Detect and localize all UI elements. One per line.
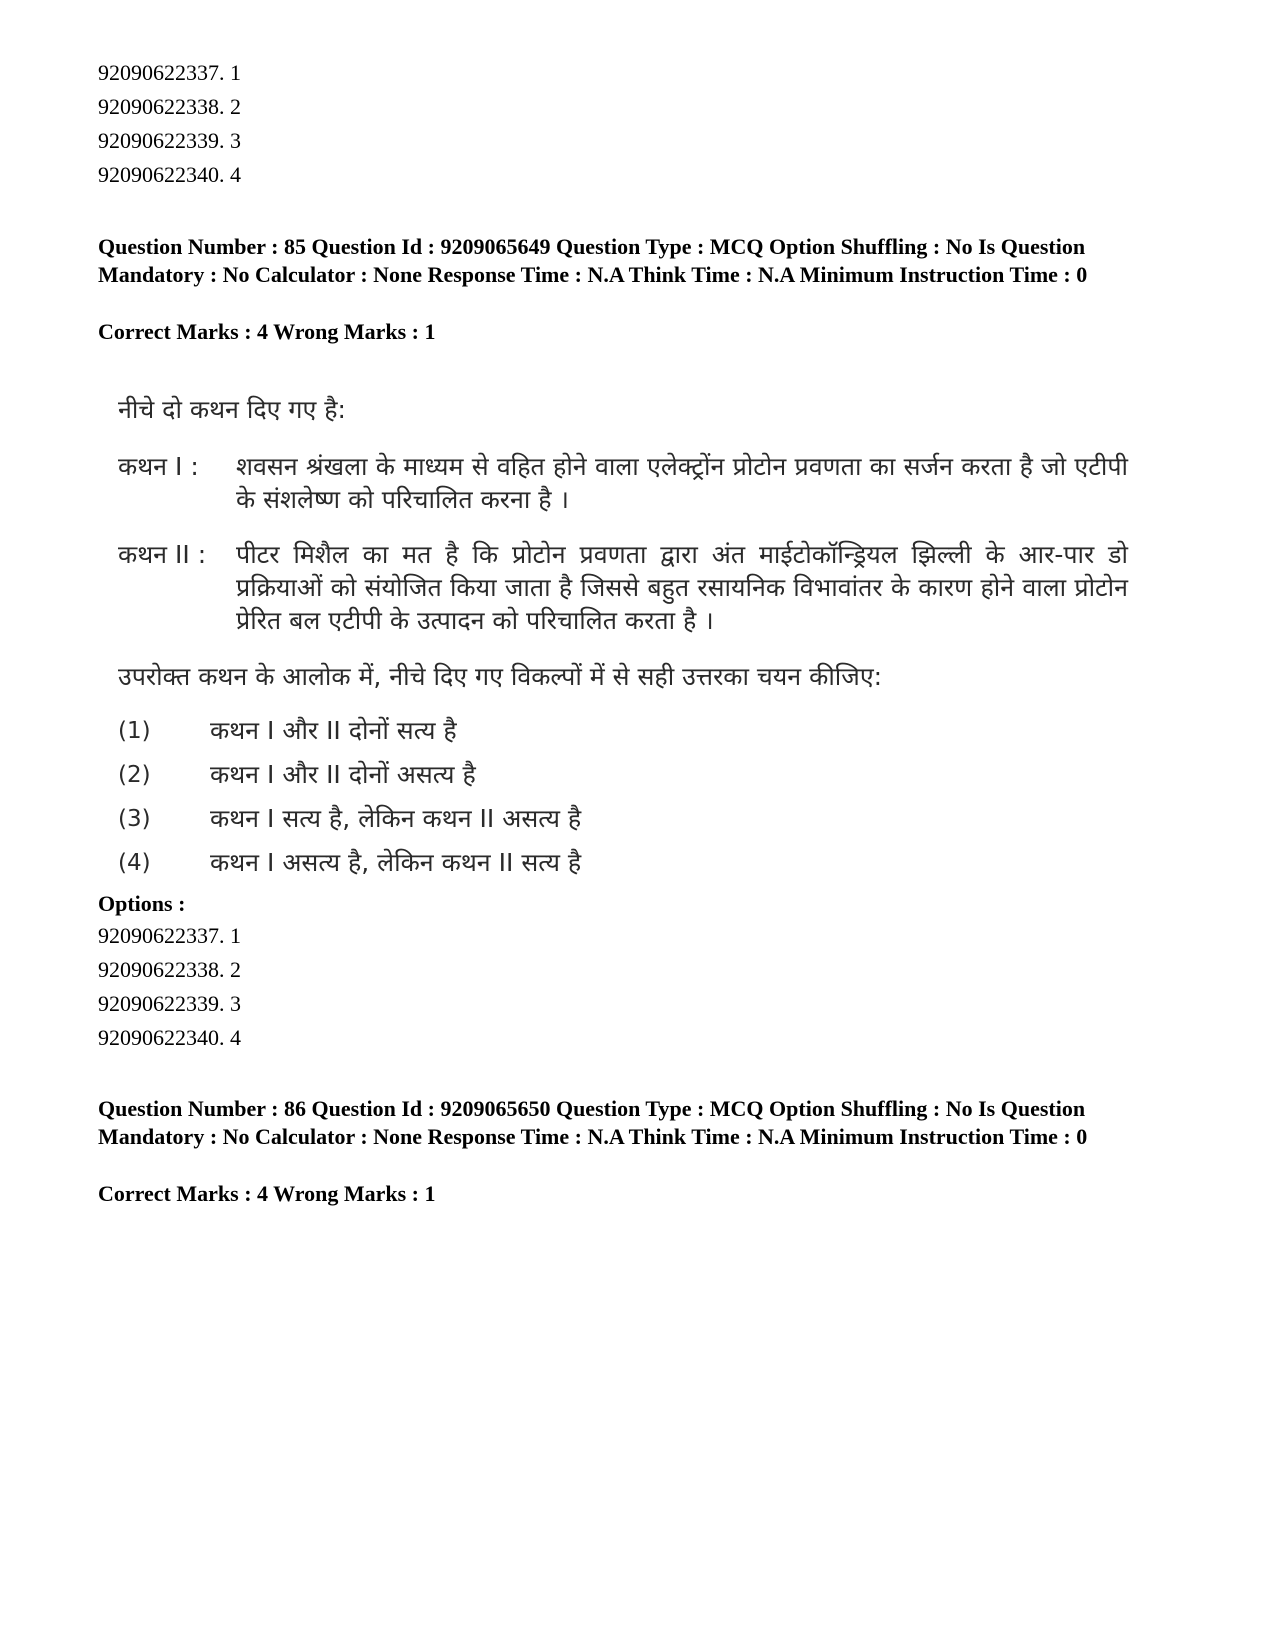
statement-2-text: पीटर मिशैल का मत है कि प्रोटोन प्रवणता द्वारा अंत माईटोकॉन्ड्रियल झिल्ली के आर-पार डो प्रक्रियाओं को संयोजित किया जाता है जिससे बहुत रसायनिक विभावांतर के कारण होने वाला प्रोटोन प्रेरित बल एटीपी के उत्पादन को परिचालित करता है । bbox=[236, 540, 1128, 635]
statement-2-label: कथन II : bbox=[118, 540, 207, 569]
choice-number: (2) bbox=[118, 762, 151, 788]
question-86-marks: Correct Marks : 4 Wrong Marks : 1 bbox=[98, 1181, 436, 1206]
option-item: 92090622338. 2 bbox=[98, 94, 241, 119]
choice-text: कथन I और II दोनों असत्य है bbox=[210, 760, 476, 789]
options-heading: Options : bbox=[98, 891, 186, 916]
statement-1-text: शवसन श्रंखला के माध्यम से वहित होने वाला एलेक्ट्रोंन प्रोटोन प्रवणता का सर्जन करता है जो एटीपी के संशलेष्ण को परिचालित करना है । bbox=[236, 452, 1128, 514]
choice-number: (1) bbox=[118, 718, 151, 744]
statement-1-label: कथन I : bbox=[118, 452, 199, 481]
option-item: 92090622339. 3 bbox=[98, 991, 241, 1016]
option-item: 92090622337. 1 bbox=[98, 60, 241, 85]
choice-item bbox=[118, 753, 1128, 797]
question-prompt: उपरोक्त कथन के आलोक में, नीचे दिए गए विकल्पों में से सही उत्तरका चयन कीजिए: bbox=[118, 662, 883, 691]
question-intro: नीचे दो कथन दिए गए है: bbox=[118, 395, 346, 424]
choice-number: (3) bbox=[118, 806, 151, 832]
option-item: 92090622339. 3 bbox=[98, 128, 241, 153]
choice-item bbox=[118, 841, 1128, 885]
question-meta-text: Question Number : 86 Question Id : 9209065650 Question Type : MCQ Option Shuffling : No Is Question Mandatory : No Calculator : None Response Time : N.A Think Time : N.A Minimum Instruction Time : 0 bbox=[98, 1096, 1088, 1149]
statement-2 bbox=[118, 538, 1128, 637]
question-meta-text: Question Number : 85 Question Id : 9209065649 Question Type : MCQ Option Shuffling : No Is Question Mandatory : No Calculator : None Response Time : N.A Think Time : N.A Minimum Instruction Time : 0 bbox=[98, 234, 1088, 287]
question-86-meta bbox=[98, 1095, 1178, 1151]
previous-question-options bbox=[98, 56, 241, 192]
option-item: 92090622340. 4 bbox=[98, 162, 241, 187]
option-item: 92090622340. 4 bbox=[98, 1025, 241, 1050]
statement-1 bbox=[118, 450, 1128, 516]
option-item: 92090622337. 1 bbox=[98, 923, 241, 948]
question-85-meta bbox=[98, 233, 1178, 289]
question-85-body bbox=[118, 392, 1128, 885]
choice-item bbox=[118, 797, 1128, 841]
choice-text: कथन I असत्य है, लेकिन कथन II सत्य है bbox=[210, 848, 582, 877]
option-item: 92090622338. 2 bbox=[98, 957, 241, 982]
choice-text: कथन I और II दोनों सत्य है bbox=[210, 716, 457, 745]
question-85-options bbox=[98, 919, 241, 1055]
choice-text: कथन I सत्य है, लेकिन कथन II असत्य है bbox=[210, 804, 582, 833]
choice-item bbox=[118, 709, 1128, 753]
choice-number: (4) bbox=[118, 850, 151, 876]
question-85-marks: Correct Marks : 4 Wrong Marks : 1 bbox=[98, 319, 436, 344]
